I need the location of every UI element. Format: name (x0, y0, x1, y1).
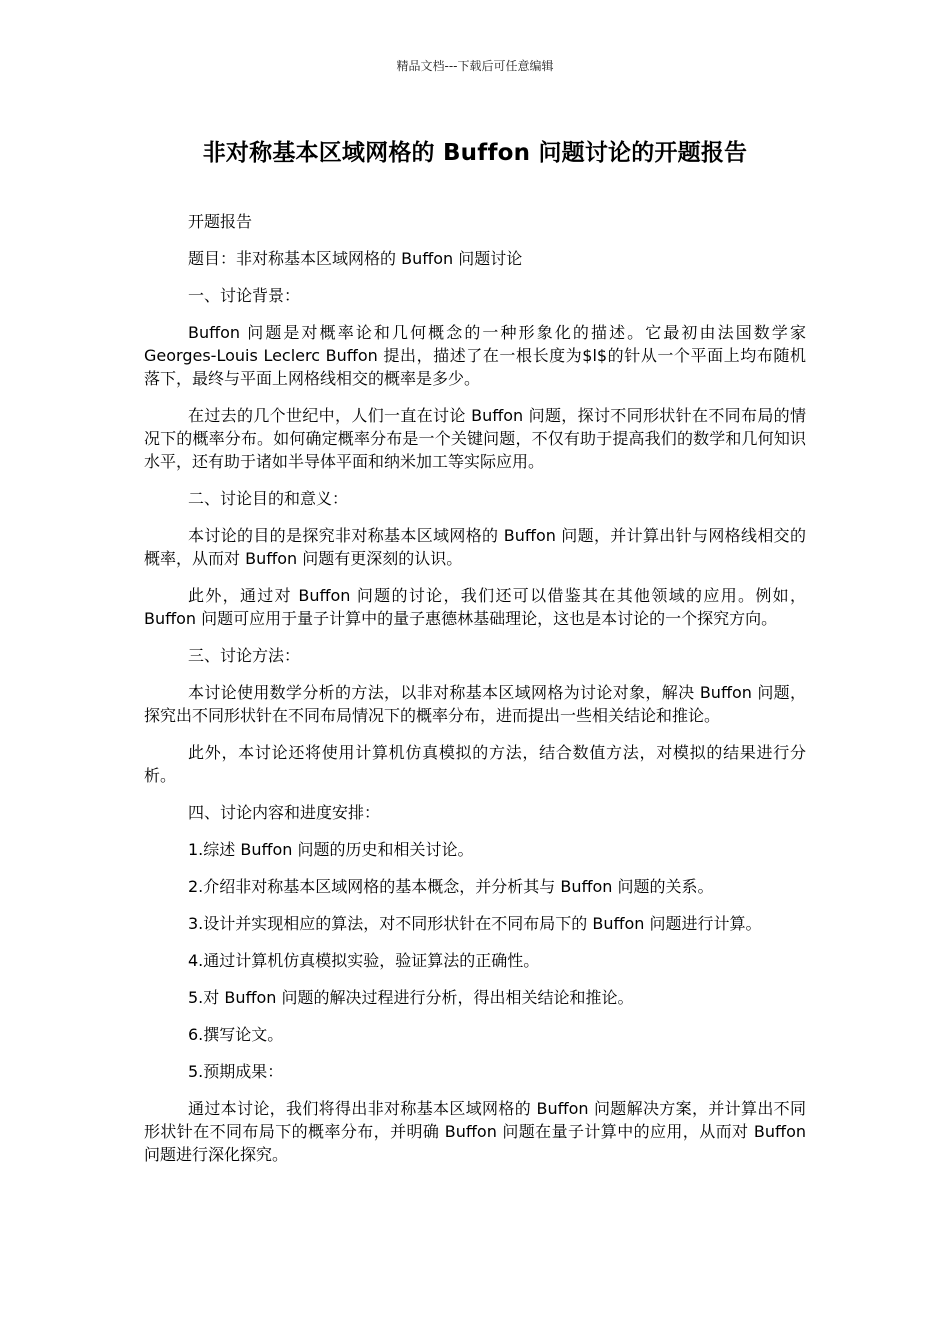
section-heading-expected-results: 5.预期成果： (188, 1062, 284, 1081)
section-heading-background: 一、讨论背景： (188, 286, 301, 305)
paragraph: 本讨论的目的是探究非对称基本区域网格的 Buffon 问题，并计算出针与网格线相交的概率，从而对 Buffon 问题有更深刻的认识。 (144, 526, 806, 568)
paragraph: Buffon 问题是对概率论和几何概念的一种形象化的描述。它最初由法国数学家 Georges-Louis Leclerc Buffon 提出，描述了在一根长度为$l$的针从一个平面上均布随机落下，最终与平面上网格线相交的概率是多少。 (144, 323, 806, 388)
document-body (144, 210, 806, 1180)
document-title: 非对称基本区域网格的 Buffon 问题讨论的开题报告 (202, 140, 748, 166)
paragraph-topic: 题目：非对称基本区域网格的 Buffon 问题讨论 (188, 249, 523, 268)
list-item: 3.设计并实现相应的算法，对不同形状针在不同布局下的 Buffon 问题进行计算。 (188, 914, 762, 933)
paragraph: 本讨论使用数学分析的方法，以非对称基本区域网格为讨论对象，解决 Buffon 问题，探究出不同形状针在不同布局情况下的概率分布，进而提出一些相关结论和推论。 (144, 683, 806, 725)
list-item: 4.通过计算机仿真模拟实验，验证算法的正确性。 (188, 951, 540, 970)
paragraph: 此外，通过对 Buffon 问题的讨论，我们还可以借鉴其在其他领域的应用。例如，Buffon 问题可应用于量子计算中的量子惠德林基础理论，这也是本讨论的一个探究方向。 (144, 586, 806, 628)
list-item: 5.对 Buffon 问题的解决过程进行分析，得出相关结论和推论。 (188, 988, 634, 1007)
paragraph: 在过去的几个世纪中，人们一直在讨论 Buffon 问题，探讨不同形状针在不同布局的情况下的概率分布。如何确定概率分布是一个关键问题，不仅有助于提高我们的数学和几何知识水平，还有助于诸如半导体平面和纳米加工等实际应用。 (144, 406, 806, 471)
list-item: 2.介绍非对称基本区域网格的基本概念，并分析其与 Buffon 问题的关系。 (188, 877, 714, 896)
list-item: 6.撰写论文。 (188, 1025, 284, 1044)
paragraph: 通过本讨论，我们将得出非对称基本区域网格的 Buffon 问题解决方案，并计算出不同形状针在不同布局下的概率分布，并明确 Buffon 问题在量子计算中的应用，从而对 Buffon 问题进行深化探究。 (144, 1099, 806, 1164)
section-heading-method: 三、讨论方法： (188, 646, 301, 665)
header-note: 精品文档---下载后可任意编辑 (396, 59, 554, 73)
section-heading-content-schedule: 四、讨论内容和进度安排： (188, 803, 381, 822)
paragraph-report-label: 开题报告 (188, 212, 253, 231)
list-item: 1.综述 Buffon 问题的历史和相关讨论。 (188, 840, 474, 859)
section-heading-purpose: 二、讨论目的和意义： (188, 489, 349, 508)
paragraph: 此外，本讨论还将使用计算机仿真模拟的方法，结合数值方法，对模拟的结果进行分析。 (144, 743, 806, 785)
